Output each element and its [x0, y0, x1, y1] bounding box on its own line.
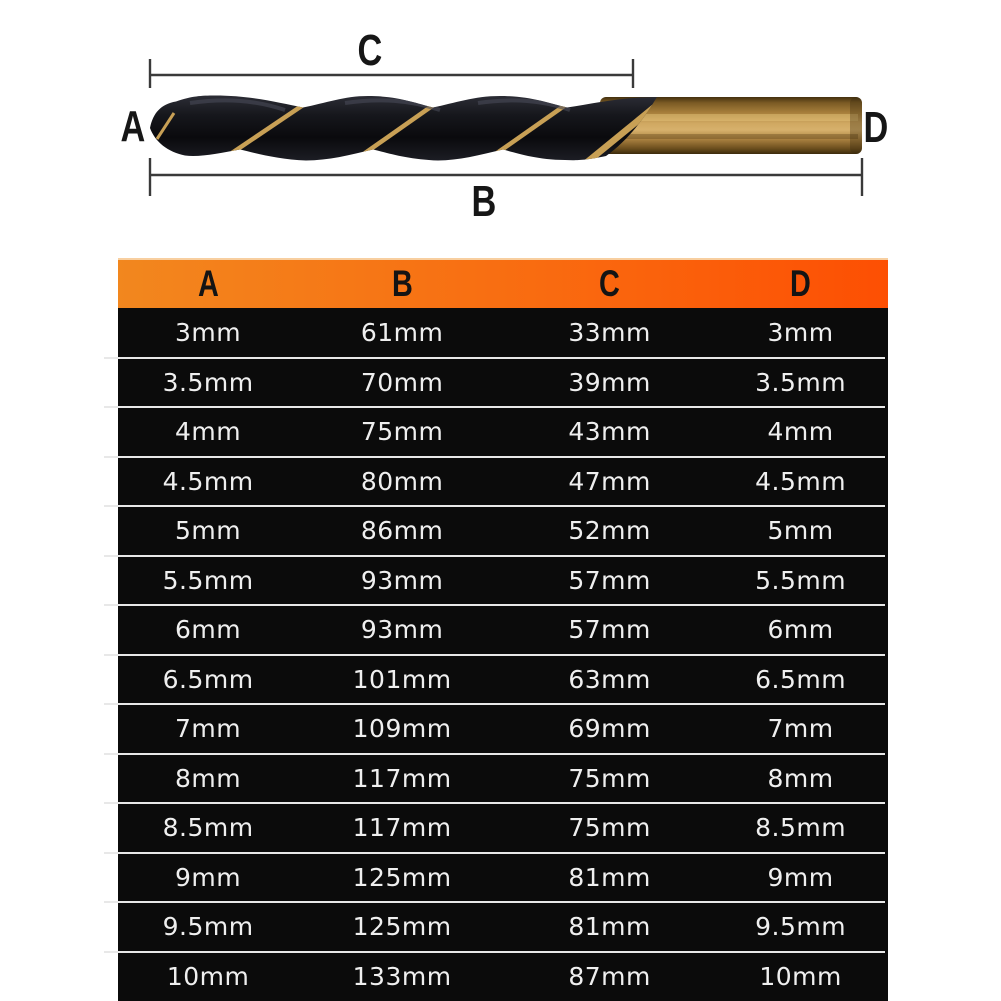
cell-c: 57mm	[568, 565, 651, 595]
cell-b: 70mm	[360, 367, 444, 397]
cell-a: 9.5mm	[162, 912, 254, 942]
cell-b: 75mm	[360, 417, 444, 447]
cell-d: 8.5mm	[755, 813, 847, 843]
cell-c: 87mm	[568, 961, 651, 991]
cell-b: 117mm	[352, 813, 452, 843]
table-body	[118, 308, 888, 1001]
dimension-line-c	[150, 59, 633, 88]
column-header-c: C	[599, 263, 621, 304]
cell-a: 10mm	[166, 961, 250, 991]
cell-c: 63mm	[568, 664, 651, 694]
cell-a: 4mm	[175, 417, 242, 447]
table-row	[118, 308, 888, 358]
cell-d: 7mm	[767, 714, 834, 744]
cell-d: 4mm	[767, 417, 834, 447]
spec-table	[118, 258, 888, 1001]
dimension-label-a: A	[120, 102, 146, 151]
cell-d: 5.5mm	[755, 565, 847, 595]
table-row	[118, 803, 888, 853]
cell-d: 6mm	[767, 615, 834, 645]
table-row	[118, 853, 888, 903]
cell-b: 109mm	[352, 714, 452, 744]
cell-a: 6.5mm	[162, 664, 254, 694]
cell-c: 33mm	[568, 318, 651, 348]
cell-b: 101mm	[352, 664, 452, 694]
cell-c: 39mm	[568, 367, 651, 397]
cell-b: 61mm	[360, 318, 444, 348]
cell-b: 133mm	[352, 961, 452, 991]
cell-b: 80mm	[360, 466, 444, 496]
cell-b: 86mm	[360, 516, 444, 546]
cell-d: 3mm	[767, 318, 834, 348]
table-row	[118, 704, 888, 754]
cell-c: 81mm	[568, 862, 651, 892]
cell-a: 8.5mm	[162, 813, 254, 843]
column-header-d: D	[790, 263, 811, 304]
table-row	[118, 506, 888, 556]
table-row	[118, 358, 888, 408]
cell-a: 9mm	[175, 862, 242, 892]
cell-a: 3.5mm	[162, 367, 254, 397]
dimension-line-b	[150, 158, 862, 196]
table-row	[118, 605, 888, 655]
cell-c: 57mm	[568, 615, 651, 645]
cell-a: 5mm	[175, 516, 242, 546]
cell-c: 75mm	[568, 813, 651, 843]
cell-d: 9mm	[767, 862, 834, 892]
dimension-label-b: B	[471, 177, 497, 226]
table-row	[118, 457, 888, 507]
cell-a: 5.5mm	[162, 565, 254, 595]
cell-d: 6.5mm	[755, 664, 847, 694]
cell-a: 6mm	[175, 615, 242, 645]
cell-c: 81mm	[568, 912, 651, 942]
dimension-label-c: C	[357, 26, 383, 75]
cell-a: 4.5mm	[162, 466, 254, 496]
table-row	[118, 556, 888, 606]
table-row	[118, 655, 888, 705]
drill-bit	[150, 96, 862, 164]
cell-c: 52mm	[568, 516, 651, 546]
drill-diagram	[0, 0, 1001, 256]
cell-a: 8mm	[175, 763, 242, 793]
cell-d: 8mm	[767, 763, 834, 793]
cell-b: 125mm	[352, 912, 452, 942]
cell-c: 47mm	[568, 466, 651, 496]
cell-d: 3.5mm	[755, 367, 847, 397]
table-row	[118, 754, 888, 804]
table-row	[118, 407, 888, 457]
table-header	[118, 258, 888, 308]
dimension-label-d: D	[863, 103, 889, 152]
cell-c: 75mm	[568, 763, 651, 793]
cell-b: 117mm	[352, 763, 452, 793]
cell-d: 4.5mm	[755, 466, 847, 496]
column-header-b: B	[391, 263, 413, 304]
cell-b: 93mm	[360, 565, 444, 595]
cell-c: 43mm	[568, 417, 651, 447]
cell-b: 93mm	[360, 615, 444, 645]
cell-b: 125mm	[352, 862, 452, 892]
cell-d: 9.5mm	[755, 912, 847, 942]
cell-c: 69mm	[568, 714, 651, 744]
cell-a: 3mm	[175, 318, 242, 348]
cell-a: 7mm	[175, 714, 242, 744]
cell-d: 10mm	[759, 961, 842, 991]
cell-d: 5mm	[767, 516, 834, 546]
table-row	[118, 952, 888, 1001]
column-header-a: A	[197, 263, 219, 304]
table-row	[118, 902, 888, 952]
